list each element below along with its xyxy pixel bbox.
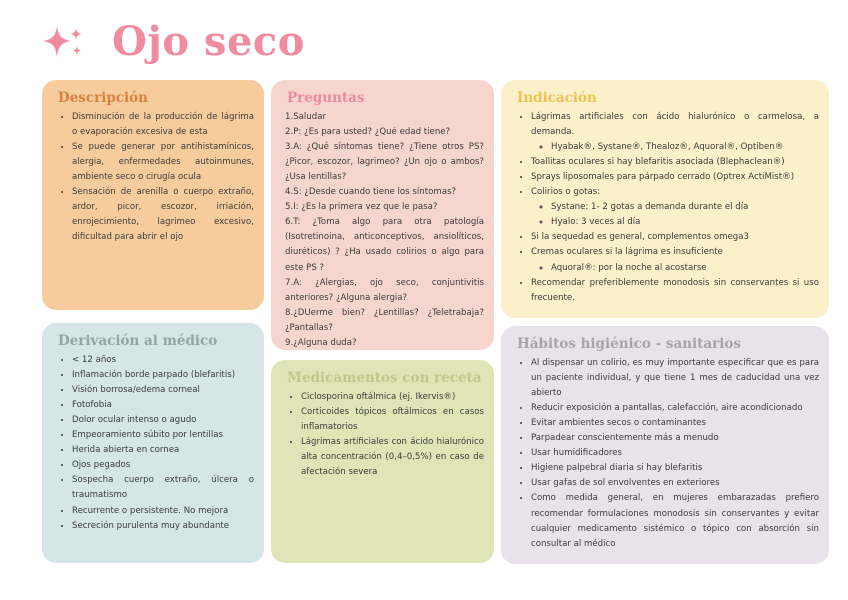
preguntas-card <box>271 80 494 350</box>
descripcion-list <box>56 110 254 245</box>
sparkle-icon <box>40 22 86 62</box>
list-item: 4.S: ¿Desde cuando tiene los síntomas? <box>285 187 457 198</box>
list-item: 6.T: ¿Toma algo para otra patología (Isotretinoina, anticonceptivos, ansiolíticos, diuréticos) ? ¿Ha usado colirios o algo para este PS ? <box>285 217 484 273</box>
preguntas-list <box>285 110 484 350</box>
medicamentos-list <box>285 390 484 480</box>
preguntas-heading: Preguntas <box>287 90 365 106</box>
list-item: 1.Saludar <box>285 112 327 123</box>
list-item: • Ojos pegados <box>72 458 254 473</box>
page-title: Ojo seco <box>112 18 305 65</box>
list-item: • Sensación de arenilla o cuerpo extraño, ardor, picor, escozor, irriación, enrojecimiento, lagrimeo excesivo, dificultad para abrir el ojo <box>72 185 254 245</box>
descripcion-heading: Descripción <box>58 90 148 106</box>
list-item-text: Cremas oculares si la lágrima es insuficiente <box>531 247 723 258</box>
list-item <box>531 185 819 230</box>
list-item: 7.A: ¿Alergias, ojo seco, conjuntivitis anteriores? ¿Alguna alergia? <box>285 277 484 303</box>
habitos-card <box>501 326 829 564</box>
list-item: • Lágrimas artificiales con ácido hialurónico alta concentración (0,4–0,5%) en caso de afectación severa <box>301 435 484 480</box>
list-item <box>531 245 819 275</box>
list-item: • Corticoides tópicos oftálmicos en casos inflamatorios <box>301 405 484 435</box>
medicamentos-heading: Medicamentos con receta <box>287 370 482 386</box>
list-item: 2.P: ¿Es para usted? ¿Qué edad tiene? <box>285 127 451 138</box>
title-bar <box>40 16 305 68</box>
list-item: • Herida abierta en cornea <box>72 443 254 458</box>
list-item: • Empeoramiento súbito por lentillas <box>72 428 254 443</box>
list-item: • Inflamación borde parpado (blefaritis) <box>72 368 254 383</box>
list-item-text: Lágrimas artificiales con ácido hialurónico o carmelosa, a demanda. <box>531 112 819 138</box>
indicacion-list <box>515 110 819 305</box>
sub-list-item: ◦ Hyabak®, Systane®, Thealoz®, Aquoral®, Optiben® <box>551 140 819 155</box>
list-item: • Al dispensar un colirio, es muy importante especificar que es para un paciente individual, y que tiene 1 mes de caducidad una vez abierto <box>531 356 819 401</box>
list-item: • Evitar ambientes secos o contaminantes <box>531 416 819 431</box>
list-item: • Visión borrosa/edema corneal <box>72 383 254 398</box>
list-item: • Como medida general, en mujeres embarazadas prefiero recomendar formulaciones monodosis sin conservantes y evitar cualquier medicamento sistémico o tópico con absorción sin consultar al médico <box>531 491 819 551</box>
indicacion-heading: Indicación <box>517 90 597 106</box>
list-item: • Ciclosporina oftálmica (ej. Ikervis®) <box>301 390 484 405</box>
list-item: • Recurrente o persistente. No mejora <box>72 504 254 519</box>
list-item: 5.I: ¿Es la primera vez que le pasa? <box>285 202 438 213</box>
list-item: • Secreción purulenta muy abundante <box>72 519 254 534</box>
list-item <box>531 110 819 155</box>
derivacion-heading: Derivación al médico <box>58 333 218 349</box>
list-item: • Disminución de la producción de lágrima o evaporación excesiva de esta <box>72 110 254 140</box>
habitos-list <box>515 356 819 551</box>
list-item: • Higiene palpebral diaria si hay blefaritis <box>531 461 819 476</box>
derivacion-list <box>56 353 254 533</box>
list-item: • Usar gafas de sol envolventes en exteriores <box>531 476 819 491</box>
list-item: • Reducir exposición a pantallas, calefacción, aire acondicionado <box>531 401 819 416</box>
indicacion-card <box>501 80 829 318</box>
list-item-text: Colirios o gotas: <box>531 187 601 198</box>
sub-list-item: ◦ Hyalo: 3 veces al día <box>551 215 819 230</box>
list-item: 8.¿DUerme bien? ¿Lentillas? ¿Teletrabaja? ¿Pantallas? <box>285 307 484 333</box>
derivacion-card <box>42 323 264 563</box>
medicamentos-card <box>271 360 494 563</box>
list-item: • Si la sequedad es general, complementos omega3 <box>531 230 819 245</box>
list-item: • Sprays liposomales para párpado cerrado (Optrex ActiMist®) <box>531 170 819 185</box>
habitos-heading: Hábitos higiénico - sanitarios <box>517 336 742 352</box>
list-item: • Recomendar preferiblemente monodosis sin conservantes si uso frecuente. <box>531 276 819 306</box>
list-item: • Toallitas oculares si hay blefaritis asociada (Blephaclean®) <box>531 155 819 170</box>
list-item: • Dolor ocular intenso o agudo <box>72 413 254 428</box>
list-item: • Se puede generar por antihistamínicos, alergia, enfermedades autoinmunes, ambiente seco o cirugía ocula <box>72 140 254 185</box>
list-item: • Sospecha cuerpo extraño, úlcera o traumatismo <box>72 473 254 503</box>
list-item: • Usar humidificadores <box>531 446 819 461</box>
list-item: 3.A: ¿Qué síntomas tiene? ¿Tiene otros PS? ¿Picor, escozor, lagrimeo? ¿Un ojo o ambos? ¿Usa lentillas? <box>285 142 484 183</box>
list-item: • Parpadear conscientemente más a menudo <box>531 431 819 446</box>
list-item: • < 12 años <box>72 353 254 368</box>
descripcion-card <box>42 80 264 310</box>
sub-list-item: ◦ Aquoral®: por la noche al acostarse <box>551 261 819 276</box>
sub-list-item: ◦ Systane: 1- 2 gotas a demanda durante el día <box>551 200 819 215</box>
list-item: 9.¿Alguna duda? <box>285 337 357 348</box>
list-item: • Fotofobia <box>72 398 254 413</box>
